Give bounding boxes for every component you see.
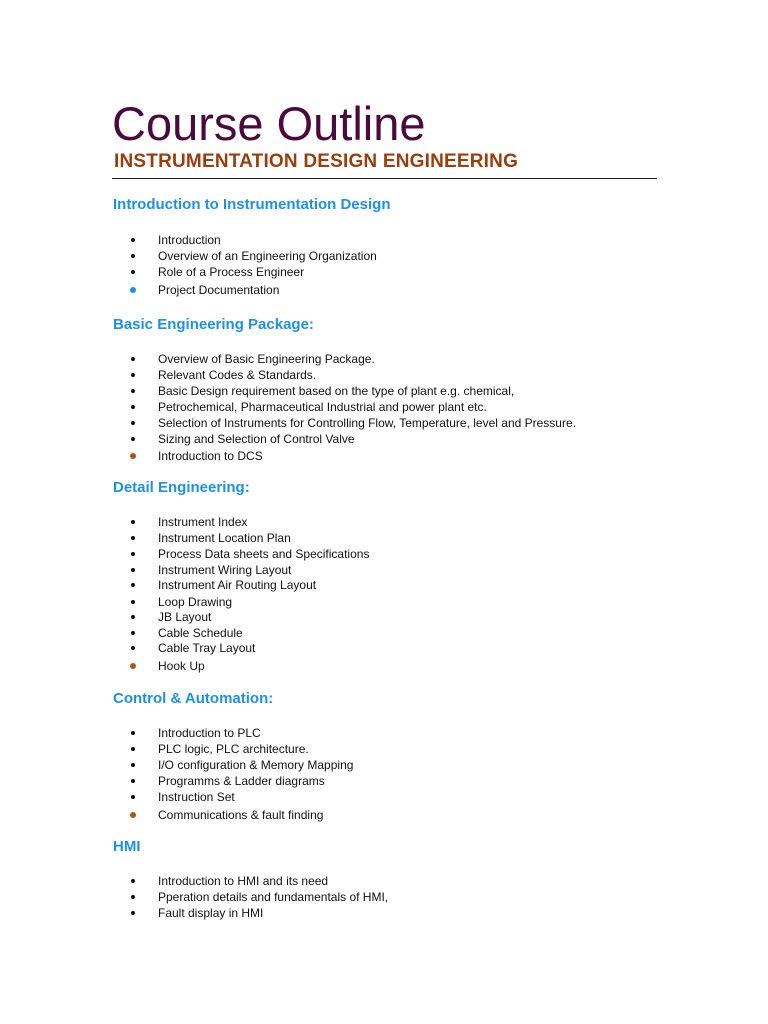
list-item-text: Introduction to DCS	[158, 449, 263, 463]
list-item-text: Loop Drawing	[158, 595, 233, 609]
section-heading: Control & Automation:	[113, 690, 274, 707]
bullet-icon	[131, 421, 135, 425]
list-item-text: Hook Up	[158, 659, 205, 673]
list-item	[0, 789, 768, 805]
bullet-icon	[131, 747, 135, 751]
bullet-icon	[131, 568, 135, 572]
list-item-text: Selection of Instruments for Controlling Flow, Temperature, level and Pressure.	[158, 416, 576, 430]
list-item	[0, 264, 768, 280]
list-item	[0, 383, 768, 399]
list-item-text: Introduction to HMI and its need	[158, 874, 329, 888]
list-item	[0, 232, 768, 248]
bullet-icon	[131, 552, 135, 556]
list-item-text: Overview of an Engineering Organization	[158, 249, 377, 263]
bullet-icon	[131, 911, 135, 915]
list-item-text: Programms & Ladder diagrams	[158, 774, 325, 788]
list-item	[0, 351, 768, 367]
list-item	[0, 658, 768, 674]
list-item	[0, 562, 768, 578]
list-item	[0, 594, 768, 610]
list-item-text: Communications & fault finding	[158, 808, 324, 822]
bullet-icon	[131, 357, 135, 361]
list-item-text: Basic Design requirement based on the type of plant e.g. chemical,	[158, 384, 515, 398]
list-item	[0, 577, 768, 593]
list-item	[0, 609, 768, 625]
list-item-text: Instrument Index	[158, 515, 248, 529]
list-item-text: JB Layout	[158, 610, 212, 624]
bullet-icon	[131, 437, 135, 441]
list-item-text: PLC logic, PLC architecture.	[158, 742, 309, 756]
list-item-text: Instrument Wiring Layout	[158, 563, 292, 577]
list-item-text: Cable Tray Layout	[158, 641, 256, 655]
bullet-icon	[131, 254, 135, 258]
title-divider	[112, 178, 657, 179]
list-item	[0, 757, 768, 773]
bullet-icon	[131, 405, 135, 409]
list-item-text: Overview of Basic Engineering Package.	[158, 352, 375, 366]
list-item	[0, 448, 768, 464]
bullet-icon	[130, 453, 136, 459]
list-item-text: Fault display in HMI	[158, 906, 264, 920]
list-item	[0, 889, 768, 905]
list-item	[0, 725, 768, 741]
list-item	[0, 399, 768, 415]
list-item	[0, 514, 768, 530]
list-item-text: Role of a Process Engineer	[158, 265, 305, 279]
bullet-icon	[131, 583, 135, 587]
list-item-text: Project Documentation	[158, 283, 280, 297]
bullet-icon	[131, 536, 135, 540]
list-item	[0, 546, 768, 562]
list-item	[0, 640, 768, 656]
bullet-icon	[131, 270, 135, 274]
bullet-icon	[131, 879, 135, 883]
list-item-text: Introduction	[158, 233, 221, 247]
bullet-icon	[130, 812, 136, 818]
list-item	[0, 773, 768, 789]
list-item	[0, 873, 768, 889]
list-item	[0, 905, 768, 921]
bullet-icon	[131, 779, 135, 783]
list-item-text: Introduction to PLC	[158, 726, 261, 740]
list-item-text: Relevant Codes & Standards.	[158, 368, 317, 382]
list-item-text: Pperation details and fundamentals of HMI,	[158, 890, 389, 904]
section-heading: Introduction to Instrumentation Design	[113, 196, 391, 213]
list-item	[0, 367, 768, 383]
list-item-text: Instruction Set	[158, 790, 235, 804]
list-item	[0, 625, 768, 641]
list-item	[0, 807, 768, 823]
section-heading: HMI	[113, 838, 141, 855]
bullet-icon	[131, 895, 135, 899]
bullet-icon	[131, 795, 135, 799]
list-item-text: Cable Schedule	[158, 626, 243, 640]
list-item-text: Instrument Location Plan	[158, 531, 291, 545]
bullet-icon	[131, 631, 135, 635]
bullet-icon	[131, 373, 135, 377]
list-item	[0, 415, 768, 431]
bullet-icon	[131, 731, 135, 735]
list-item-text: Instrument Air Routing Layout	[158, 578, 317, 592]
list-item	[0, 248, 768, 264]
section-heading: Detail Engineering:	[113, 479, 250, 496]
bullet-icon	[131, 389, 135, 393]
list-item	[0, 431, 768, 447]
page-subtitle: INSTRUMENTATION DESIGN ENGINEERING	[114, 151, 519, 172]
bullet-icon	[131, 238, 135, 242]
bullet-icon	[131, 646, 135, 650]
list-item	[0, 530, 768, 546]
list-item-text: I/O configuration & Memory Mapping	[158, 758, 354, 772]
section-heading: Basic Engineering Package:	[113, 316, 314, 333]
list-item-text: Process Data sheets and Specifications	[158, 547, 370, 561]
list-item-text: Sizing and Selection of Control Valve	[158, 432, 355, 446]
bullet-icon	[131, 615, 135, 619]
bullet-icon	[130, 663, 136, 669]
page-title: Course Outline	[112, 97, 426, 150]
bullet-icon	[131, 600, 135, 604]
bullet-icon	[131, 520, 135, 524]
bullet-icon	[130, 287, 136, 293]
list-item-text: Petrochemical, Pharmaceutical Industrial and power plant etc.	[158, 400, 487, 414]
bullet-icon	[131, 763, 135, 767]
list-item	[0, 282, 768, 298]
list-item	[0, 741, 768, 757]
